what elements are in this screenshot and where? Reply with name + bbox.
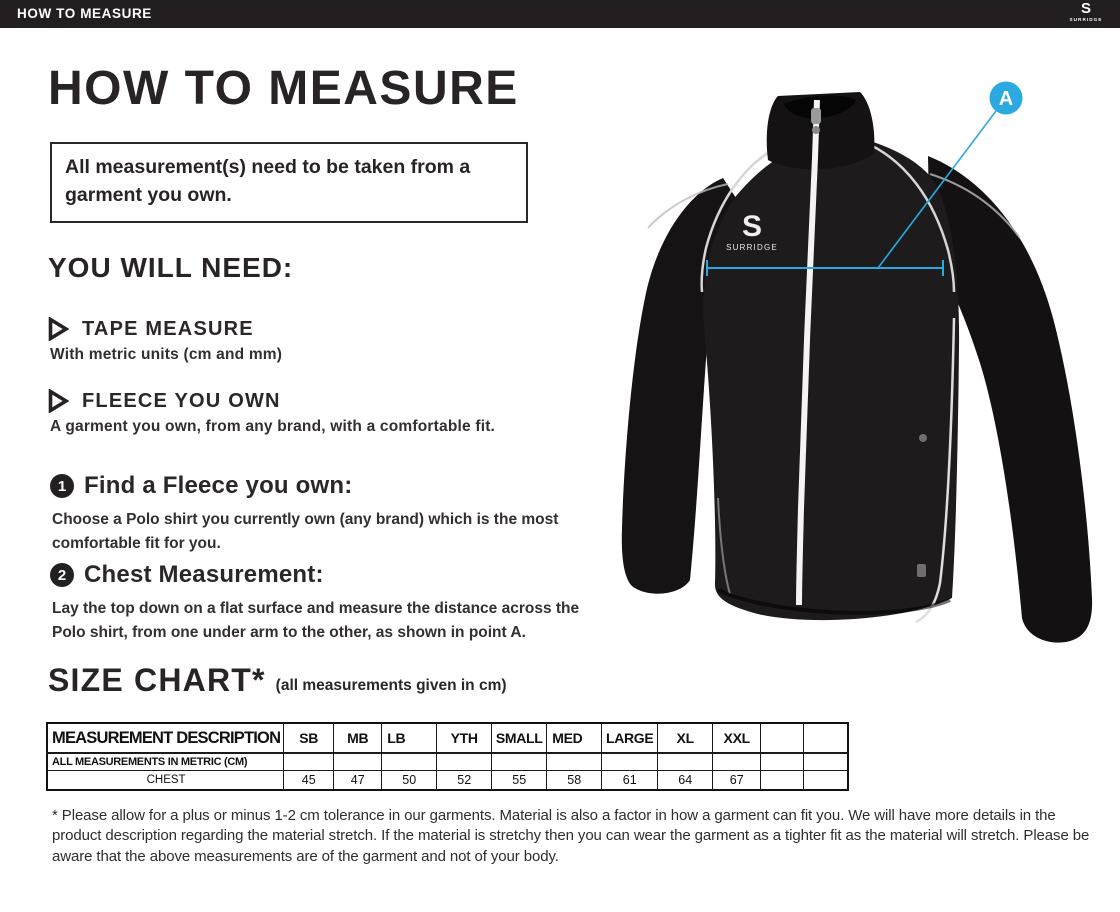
- row-label: CHEST: [47, 770, 284, 790]
- column-header: XXL: [713, 723, 761, 753]
- need-item-header: [48, 317, 282, 341]
- table-cell: 61: [602, 770, 658, 790]
- table-cell: [804, 753, 848, 770]
- step-title: Find a Fleece you own:: [84, 472, 353, 499]
- table-cell: [284, 753, 334, 770]
- step-number-badge: 1: [50, 474, 74, 498]
- top-bar-title: HOW TO MEASURE: [17, 6, 152, 21]
- table-cell: 64: [658, 770, 713, 790]
- surridge-wordmark: SURRIDGE: [1069, 17, 1103, 22]
- column-header: [804, 723, 848, 753]
- zipper-pull: [811, 108, 821, 124]
- you-will-need-heading: YOU WILL NEED:: [48, 252, 294, 283]
- need-item-header: [48, 389, 495, 413]
- need-item-description: A garment you own, from any brand, with a comfortable fit.: [50, 418, 496, 435]
- table-cell: [804, 770, 848, 790]
- size-chart-title: SIZE CHART*: [48, 662, 266, 698]
- fleece-jacket-image: [618, 78, 1118, 648]
- chest-logo-s-icon: S: [741, 210, 763, 243]
- table-cell: [761, 770, 804, 790]
- table-cell: 47: [334, 770, 382, 790]
- table-cell: [492, 753, 547, 770]
- size-chart-table: [46, 722, 849, 791]
- table-cell: 50: [382, 770, 437, 790]
- column-header: [761, 723, 804, 753]
- need-item-tape-measure: [48, 317, 282, 364]
- triangle-bullet-icon: [48, 389, 69, 413]
- triangle-bullet-icon: [48, 317, 69, 341]
- need-item-title: FLEECE YOU OWN: [82, 389, 281, 412]
- table-row-chest: [47, 770, 848, 790]
- measurement-notice: All measurement(s) need to be taken from a garment you own.: [50, 142, 528, 223]
- column-header: YTH: [437, 723, 492, 753]
- size-chart-heading-row: [48, 662, 507, 699]
- tolerance-footnote: * Please allow for a plus or minus 1-2 cm tolerance in our garments. Material is also a factor in how a garment can fit you. We will have more details in the product description regarding the material stretch. If the material is stretchy then you can wear the garment as a tighter fit as the material will stretch. Please be aware that the above measurements are of the garment and not of your body.: [52, 807, 1090, 865]
- size-chart-subtitle: (all measurements given in cm): [275, 677, 507, 694]
- column-header: SB: [284, 723, 334, 753]
- table-cell: [382, 753, 437, 770]
- table-cell: [658, 753, 713, 770]
- column-header: SMALL: [492, 723, 547, 753]
- table-cell: 67: [713, 770, 761, 790]
- step-description: Choose a Polo shirt you currently own (any brand) which is the most comfortable fit for you.: [52, 511, 559, 553]
- table-cell: 55: [492, 770, 547, 790]
- step-title: Chest Measurement:: [84, 561, 324, 588]
- row-label: ALL MEASUREMENTS IN METRIC (CM): [47, 753, 284, 770]
- step-header: [50, 472, 600, 500]
- need-item-description: With metric units (cm and mm): [50, 346, 283, 363]
- point-a-label: A: [998, 88, 1014, 110]
- need-item-title: TAPE MEASURE: [82, 317, 254, 340]
- step-find-fleece: [50, 472, 600, 556]
- surridge-s-icon: S: [1080, 0, 1091, 17]
- step-number-badge: 2: [50, 563, 74, 587]
- step-description: Lay the top down on a flat surface and measure the distance across the Polo shirt, from one under arm to the other, as shown in point A.: [52, 600, 580, 642]
- column-header: MED: [547, 723, 602, 753]
- chest-logo-wordmark: SURRIDGE: [726, 243, 778, 252]
- table-header-row: [47, 723, 848, 753]
- table-cell: [602, 753, 658, 770]
- table-cell: 45: [284, 770, 334, 790]
- table-cell: [761, 753, 804, 770]
- top-bar: [0, 0, 1120, 28]
- column-header: XL: [658, 723, 713, 753]
- table-cell: [437, 753, 492, 770]
- step-chest-measurement: [50, 561, 600, 645]
- column-header: MEASUREMENT DESCRIPTION: [47, 723, 284, 753]
- column-header: LB: [382, 723, 437, 753]
- need-item-fleece: [48, 389, 495, 436]
- table-cell: [334, 753, 382, 770]
- table-row-metric-note: [47, 753, 848, 770]
- column-header: LARGE: [602, 723, 658, 753]
- table-cell: [713, 753, 761, 770]
- page-title: HOW TO MEASURE: [48, 62, 519, 115]
- table-cell: 58: [547, 770, 602, 790]
- column-header: MB: [334, 723, 382, 753]
- surridge-logo: [1064, 1, 1108, 22]
- jacket-drawing: [622, 92, 1092, 643]
- step-header: [50, 561, 600, 589]
- table-cell: 52: [437, 770, 492, 790]
- table-cell: [547, 753, 602, 770]
